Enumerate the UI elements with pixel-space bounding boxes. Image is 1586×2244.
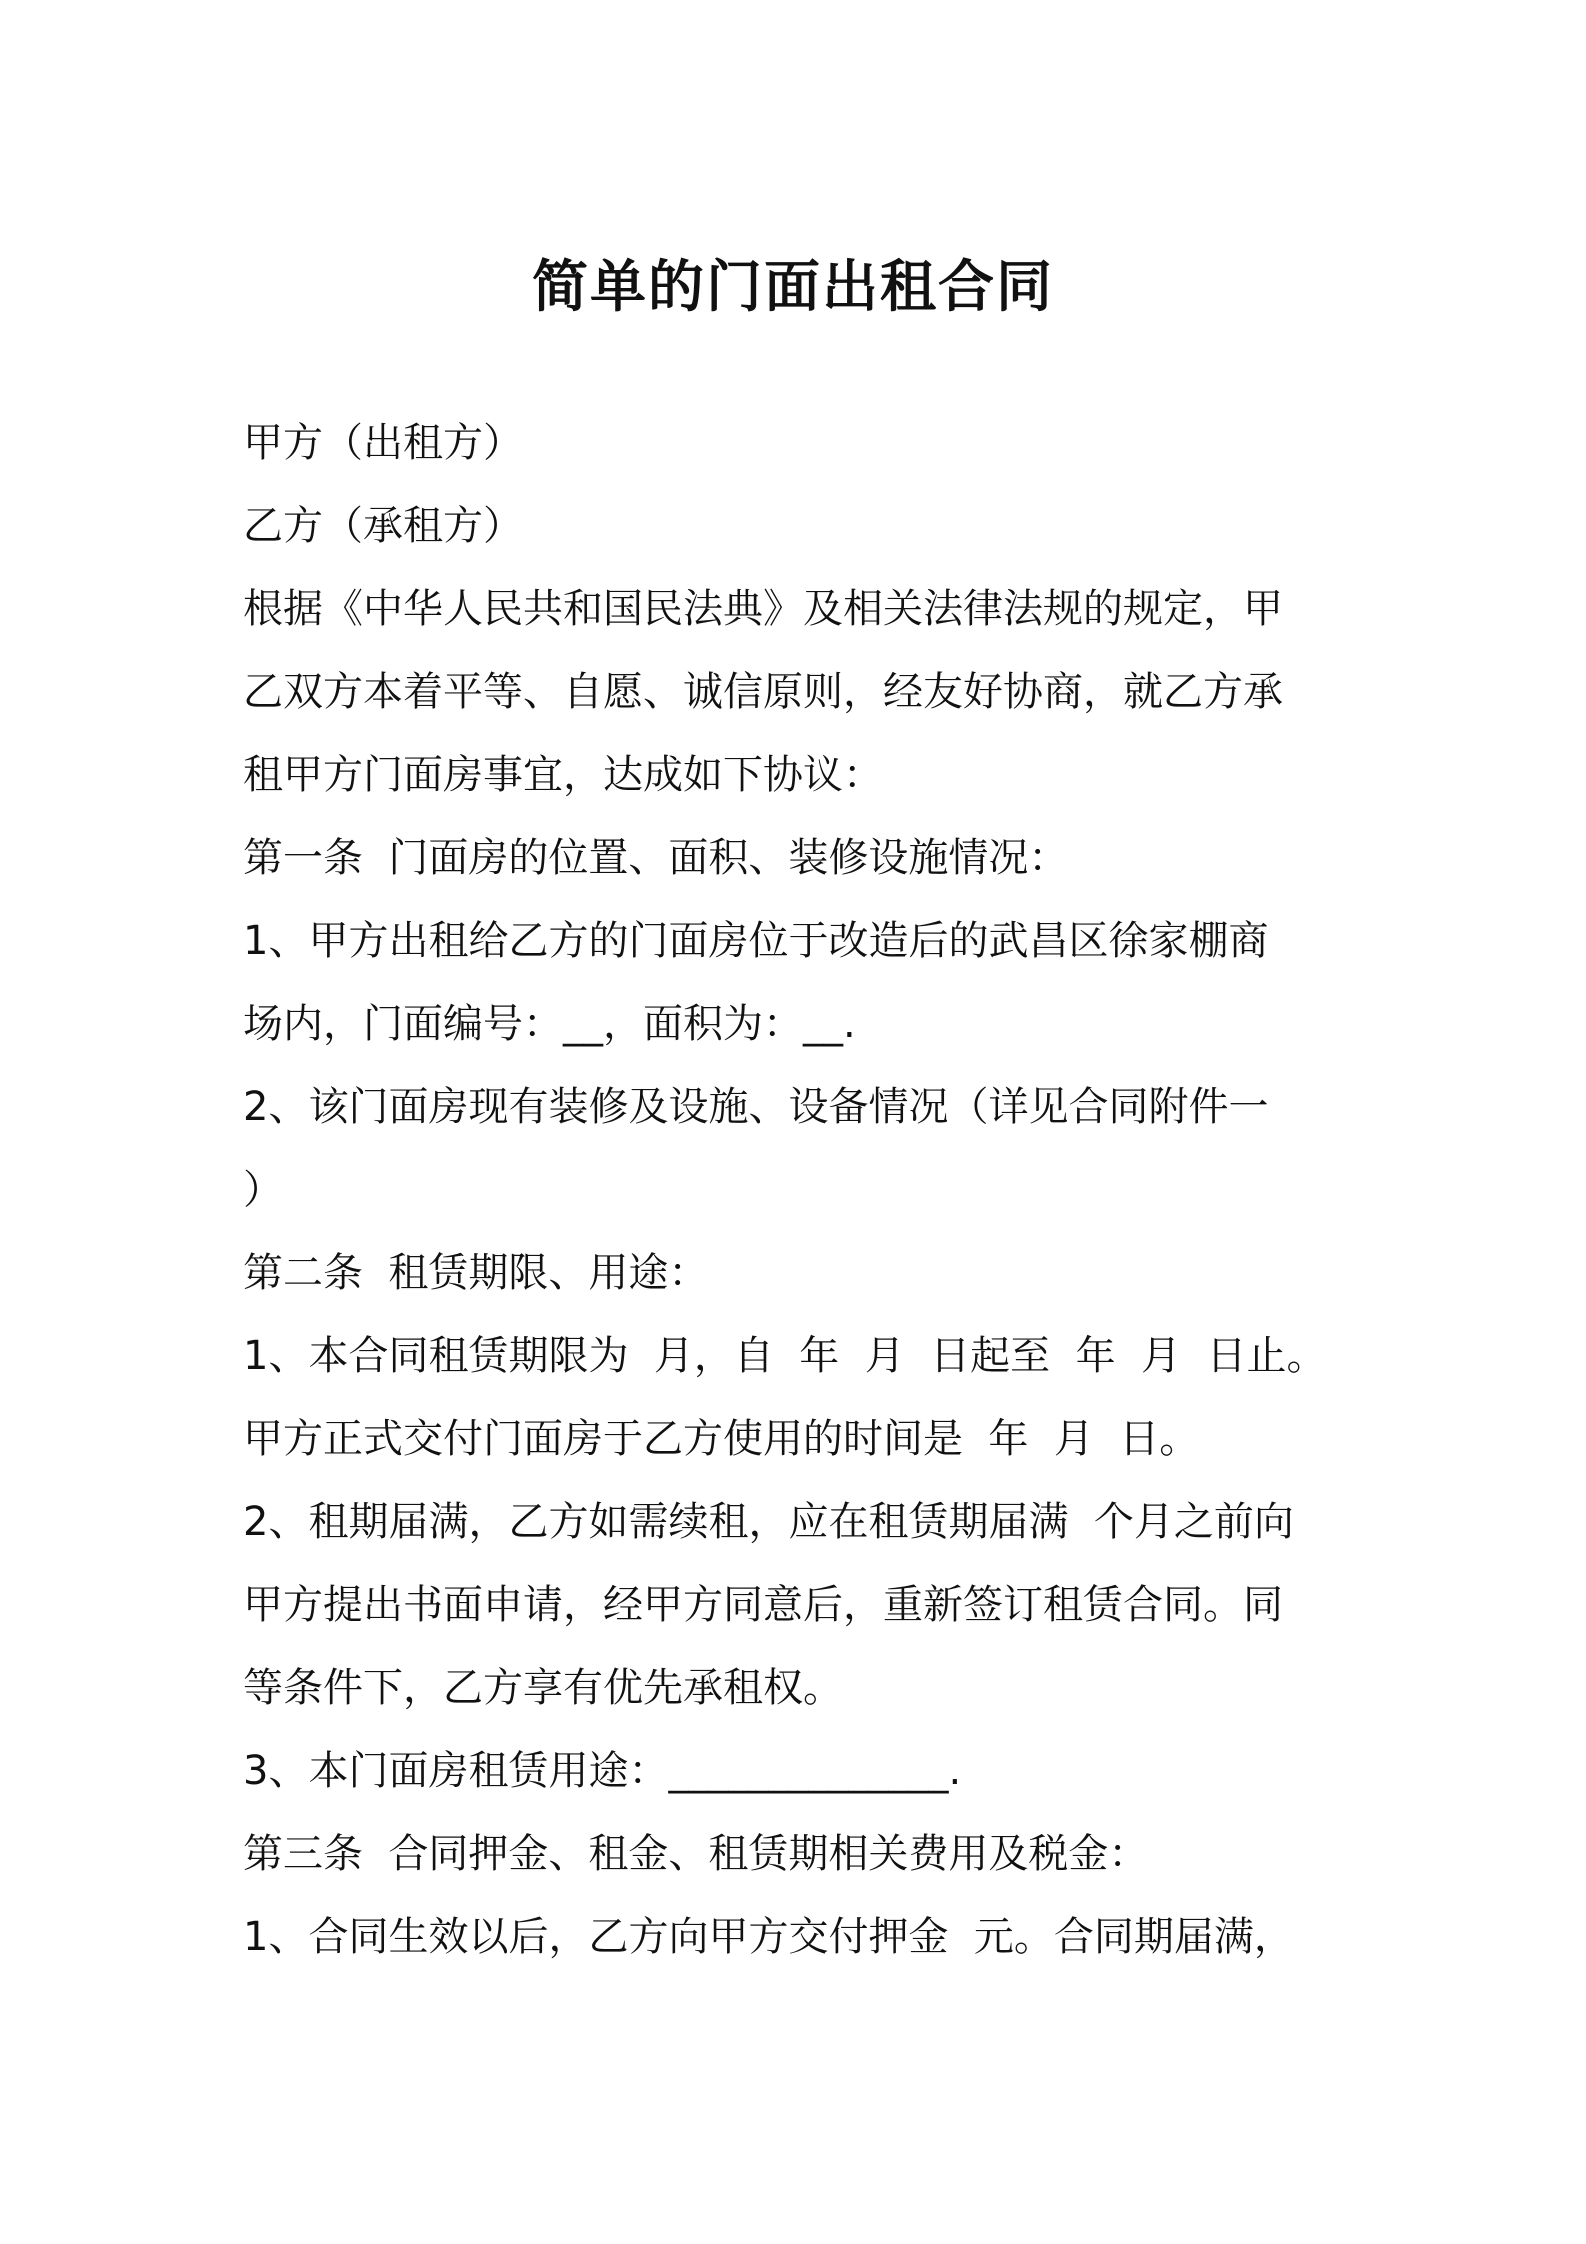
- article-2-clause: 3、本门面房租赁用途：______________.: [243, 1748, 962, 1794]
- article-3-heading: 第三条 合同押金、租金、租赁期相关费用及税金：: [243, 1831, 1149, 1877]
- article-1-clause: 场内，门面编号：__，面积为：__.: [243, 1001, 856, 1047]
- article-2-clause: 甲方提出书面申请，经甲方同意后，重新签订租赁合同。同: [243, 1582, 1283, 1628]
- article-2-clause: 1、本合同租赁期限为 月，自 年 月 日起至 年 月 日止。: [243, 1333, 1327, 1379]
- preamble-line: 租甲方门面房事宜，达成如下协议：: [243, 752, 883, 798]
- article-1-clause: ）: [243, 1167, 283, 1213]
- article-1-clause: 2、该门面房现有装修及设施、设备情况（详见合同附件一: [243, 1084, 1269, 1130]
- document-title: 简单的门面出租合同: [532, 255, 1054, 320]
- party-b-line: 乙方（承租方）: [243, 503, 523, 549]
- preamble-line: 乙双方本着平等、自愿、诚信原则，经友好协商，就乙方承: [243, 669, 1283, 715]
- article-1-heading: 第一条 门面房的位置、面积、装修设施情况：: [243, 835, 1069, 881]
- article-1-clause: 1、甲方出租给乙方的门面房位于改造后的武昌区徐家棚商: [243, 918, 1269, 964]
- article-2-clause: 2、租期届满，乙方如需续租，应在租赁期届满 个月之前向: [243, 1499, 1294, 1545]
- article-2-heading: 第二条 租赁期限、用途：: [243, 1250, 709, 1296]
- party-a-line: 甲方（出租方）: [243, 420, 523, 466]
- preamble-line: 根据《中华人民共和国民法典》及相关法律法规的规定，甲: [243, 586, 1283, 632]
- article-2-clause: 甲方正式交付门面房于乙方使用的时间是 年 月 日。: [243, 1416, 1200, 1462]
- article-3-clause: 1、合同生效以后，乙方向甲方交付押金 元。合同期届满，: [243, 1914, 1294, 1960]
- document-body: [243, 402, 1353, 1979]
- article-2-clause: 等条件下，乙方享有优先承租权。: [243, 1665, 843, 1711]
